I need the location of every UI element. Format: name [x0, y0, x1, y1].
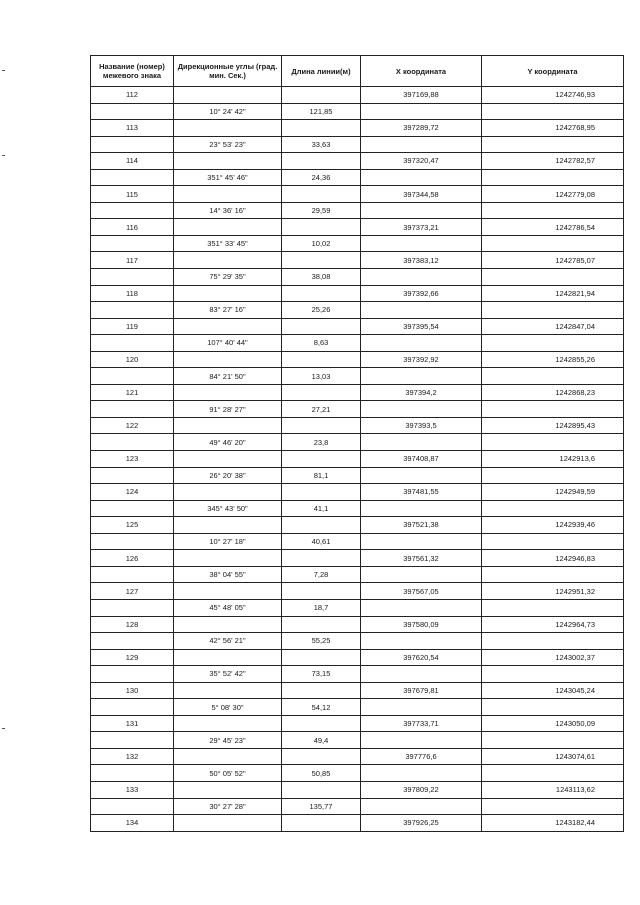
point-row [91, 219, 624, 236]
direction-angle: 5° 08' 30" [174, 699, 282, 716]
line-length: 29,59 [282, 202, 361, 219]
y-coordinate: 1243074,61 [482, 748, 624, 765]
empty-cell [91, 368, 174, 385]
direction-angle: 351° 45' 46" [174, 169, 282, 186]
y-coordinate: 1243050,09 [482, 715, 624, 732]
point-name: 120 [91, 351, 174, 368]
point-row [91, 550, 624, 567]
segment-row [91, 666, 624, 683]
empty-cell [174, 351, 282, 368]
empty-cell [174, 616, 282, 633]
y-coordinate: 1242855,26 [482, 351, 624, 368]
y-coordinate: 1243113,62 [482, 781, 624, 798]
point-row [91, 417, 624, 434]
empty-cell [174, 186, 282, 203]
empty-cell [174, 583, 282, 600]
x-coordinate: 397169,88 [361, 87, 482, 104]
empty-cell [482, 235, 624, 252]
line-length: 10,02 [282, 235, 361, 252]
empty-cell [282, 616, 361, 633]
empty-cell [174, 219, 282, 236]
empty-cell [361, 765, 482, 782]
y-coordinate: 1242949,59 [482, 484, 624, 501]
y-coordinate: 1242746,93 [482, 87, 624, 104]
segment-row [91, 500, 624, 517]
header-point-name: Название (номер) межевого знака [91, 56, 174, 87]
empty-cell [282, 384, 361, 401]
empty-cell [282, 120, 361, 137]
direction-angle: 83° 27' 16" [174, 302, 282, 319]
y-coordinate: 1242913,6 [482, 451, 624, 468]
direction-angle: 35° 52' 42" [174, 666, 282, 683]
empty-cell [482, 136, 624, 153]
segment-row [91, 368, 624, 385]
point-row [91, 715, 624, 732]
x-coordinate: 397393,5 [361, 417, 482, 434]
empty-cell [282, 484, 361, 501]
point-row [91, 583, 624, 600]
empty-cell [282, 252, 361, 269]
empty-cell [482, 169, 624, 186]
empty-cell [361, 335, 482, 352]
point-name: 124 [91, 484, 174, 501]
empty-cell [482, 202, 624, 219]
empty-cell [282, 87, 361, 104]
empty-cell [361, 699, 482, 716]
line-length: 121,85 [282, 103, 361, 120]
empty-cell [174, 484, 282, 501]
empty-cell [282, 781, 361, 798]
point-row [91, 87, 624, 104]
empty-cell [482, 467, 624, 484]
point-row [91, 285, 624, 302]
header-direction-angle: Дирекционные углы (град. мин. Сек.) [174, 56, 282, 87]
x-coordinate: 397383,12 [361, 252, 482, 269]
point-name: 126 [91, 550, 174, 567]
point-row [91, 153, 624, 170]
segment-row [91, 302, 624, 319]
point-name: 114 [91, 153, 174, 170]
direction-angle: 26° 20' 38" [174, 467, 282, 484]
y-coordinate: 1243045,24 [482, 682, 624, 699]
direction-angle: 351° 33' 45" [174, 235, 282, 252]
point-row [91, 186, 624, 203]
empty-cell [361, 798, 482, 815]
point-name: 134 [91, 815, 174, 832]
segment-row [91, 732, 624, 749]
direction-angle: 50° 05' 52" [174, 765, 282, 782]
empty-cell [482, 368, 624, 385]
point-name: 133 [91, 781, 174, 798]
x-coordinate: 397567,05 [361, 583, 482, 600]
table-header-row [91, 56, 624, 87]
empty-cell [482, 732, 624, 749]
margin-mark [2, 70, 5, 71]
point-row [91, 649, 624, 666]
empty-cell [174, 384, 282, 401]
direction-angle: 84° 21' 50" [174, 368, 282, 385]
empty-cell [91, 633, 174, 650]
point-name: 130 [91, 682, 174, 699]
empty-cell [361, 500, 482, 517]
empty-cell [282, 417, 361, 434]
segment-row [91, 599, 624, 616]
header-x-coordinate: X координата [361, 56, 482, 87]
empty-cell [482, 401, 624, 418]
empty-cell [282, 682, 361, 699]
empty-cell [361, 732, 482, 749]
line-length: 33,63 [282, 136, 361, 153]
empty-cell [91, 269, 174, 286]
empty-cell [91, 467, 174, 484]
empty-cell [174, 517, 282, 534]
line-length: 135,77 [282, 798, 361, 815]
header-line-length: Длина линии(м) [282, 56, 361, 87]
empty-cell [282, 318, 361, 335]
empty-cell [174, 649, 282, 666]
point-name: 112 [91, 87, 174, 104]
x-coordinate: 397580,09 [361, 616, 482, 633]
point-name: 119 [91, 318, 174, 335]
empty-cell [91, 699, 174, 716]
point-name: 121 [91, 384, 174, 401]
x-coordinate: 397521,38 [361, 517, 482, 534]
empty-cell [91, 732, 174, 749]
point-name: 117 [91, 252, 174, 269]
y-coordinate: 1242768,95 [482, 120, 624, 137]
point-row [91, 484, 624, 501]
segment-row [91, 103, 624, 120]
segment-row [91, 434, 624, 451]
empty-cell [282, 748, 361, 765]
line-length: 24,36 [282, 169, 361, 186]
empty-cell [91, 599, 174, 616]
segment-row [91, 235, 624, 252]
empty-cell [174, 87, 282, 104]
empty-cell [174, 748, 282, 765]
y-coordinate: 1242939,46 [482, 517, 624, 534]
empty-cell [361, 434, 482, 451]
empty-cell [282, 649, 361, 666]
x-coordinate: 397620,54 [361, 649, 482, 666]
empty-cell [91, 566, 174, 583]
empty-cell [361, 368, 482, 385]
empty-cell [361, 533, 482, 550]
empty-cell [482, 599, 624, 616]
point-name: 115 [91, 186, 174, 203]
point-row [91, 384, 624, 401]
y-coordinate: 1243002,37 [482, 649, 624, 666]
line-length: 7,28 [282, 566, 361, 583]
empty-cell [91, 235, 174, 252]
empty-cell [482, 500, 624, 517]
empty-cell [91, 202, 174, 219]
x-coordinate: 397481,55 [361, 484, 482, 501]
empty-cell [91, 136, 174, 153]
segment-row [91, 533, 624, 550]
empty-cell [361, 599, 482, 616]
segment-row [91, 169, 624, 186]
table-body [91, 87, 624, 832]
empty-cell [282, 517, 361, 534]
x-coordinate: 397344,58 [361, 186, 482, 203]
direction-angle: 10° 27' 18" [174, 533, 282, 550]
line-length: 38,08 [282, 269, 361, 286]
empty-cell [91, 169, 174, 186]
point-name: 113 [91, 120, 174, 137]
point-row [91, 781, 624, 798]
point-row [91, 451, 624, 468]
empty-cell [174, 285, 282, 302]
x-coordinate: 397679,81 [361, 682, 482, 699]
empty-cell [361, 103, 482, 120]
empty-cell [482, 699, 624, 716]
empty-cell [91, 765, 174, 782]
empty-cell [361, 235, 482, 252]
x-coordinate: 397392,66 [361, 285, 482, 302]
empty-cell [282, 583, 361, 600]
y-coordinate: 1242946,83 [482, 550, 624, 567]
y-coordinate: 1242782,57 [482, 153, 624, 170]
empty-cell [91, 500, 174, 517]
empty-cell [482, 103, 624, 120]
empty-cell [282, 351, 361, 368]
x-coordinate: 397776,6 [361, 748, 482, 765]
empty-cell [91, 533, 174, 550]
line-length: 41,1 [282, 500, 361, 517]
direction-angle: 14° 36' 16" [174, 202, 282, 219]
segment-row [91, 566, 624, 583]
point-row [91, 351, 624, 368]
direction-angle: 42° 56' 21" [174, 633, 282, 650]
direction-angle: 29° 45' 23" [174, 732, 282, 749]
direction-angle: 107° 40' 44" [174, 335, 282, 352]
point-name: 131 [91, 715, 174, 732]
empty-cell [282, 285, 361, 302]
line-length: 81,1 [282, 467, 361, 484]
direction-angle: 38° 04' 55" [174, 566, 282, 583]
empty-cell [174, 781, 282, 798]
direction-angle: 91° 28' 27" [174, 401, 282, 418]
empty-cell [282, 451, 361, 468]
point-row [91, 815, 624, 832]
segment-row [91, 467, 624, 484]
empty-cell [91, 798, 174, 815]
empty-cell [282, 219, 361, 236]
empty-cell [91, 434, 174, 451]
x-coordinate: 397408,87 [361, 451, 482, 468]
direction-angle: 345° 43' 50" [174, 500, 282, 517]
point-row [91, 318, 624, 335]
point-row [91, 748, 624, 765]
empty-cell [174, 715, 282, 732]
x-coordinate: 397926,25 [361, 815, 482, 832]
point-name: 129 [91, 649, 174, 666]
y-coordinate: 1242964,73 [482, 616, 624, 633]
x-coordinate: 397733,71 [361, 715, 482, 732]
x-coordinate: 397809,22 [361, 781, 482, 798]
point-name: 132 [91, 748, 174, 765]
empty-cell [482, 633, 624, 650]
empty-cell [174, 815, 282, 832]
empty-cell [282, 186, 361, 203]
boundary-coordinates-table [90, 55, 624, 832]
empty-cell [361, 566, 482, 583]
empty-cell [174, 682, 282, 699]
line-length: 40,61 [282, 533, 361, 550]
direction-angle: 75° 29' 35" [174, 269, 282, 286]
line-length: 8,63 [282, 335, 361, 352]
empty-cell [174, 153, 282, 170]
empty-cell [91, 302, 174, 319]
segment-row [91, 633, 624, 650]
point-name: 122 [91, 417, 174, 434]
empty-cell [91, 103, 174, 120]
segment-row [91, 136, 624, 153]
direction-angle: 49° 46' 20" [174, 434, 282, 451]
empty-cell [174, 451, 282, 468]
empty-cell [282, 153, 361, 170]
segment-row [91, 335, 624, 352]
line-length: 23,8 [282, 434, 361, 451]
empty-cell [91, 401, 174, 418]
point-row [91, 517, 624, 534]
y-coordinate: 1242868,23 [482, 384, 624, 401]
point-name: 127 [91, 583, 174, 600]
point-row [91, 616, 624, 633]
x-coordinate: 397392,92 [361, 351, 482, 368]
empty-cell [282, 815, 361, 832]
segment-row [91, 202, 624, 219]
y-coordinate: 1243182,44 [482, 815, 624, 832]
y-coordinate: 1242786,54 [482, 219, 624, 236]
empty-cell [91, 335, 174, 352]
y-coordinate: 1242847,04 [482, 318, 624, 335]
x-coordinate: 397320,47 [361, 153, 482, 170]
empty-cell [174, 120, 282, 137]
x-coordinate: 397395,54 [361, 318, 482, 335]
empty-cell [361, 136, 482, 153]
empty-cell [482, 434, 624, 451]
point-name: 123 [91, 451, 174, 468]
empty-cell [361, 666, 482, 683]
empty-cell [482, 666, 624, 683]
empty-cell [174, 550, 282, 567]
empty-cell [482, 269, 624, 286]
point-row [91, 120, 624, 137]
line-length: 13,03 [282, 368, 361, 385]
empty-cell [482, 566, 624, 583]
empty-cell [282, 715, 361, 732]
empty-cell [174, 417, 282, 434]
y-coordinate: 1242951,32 [482, 583, 624, 600]
empty-cell [361, 467, 482, 484]
y-coordinate: 1242779,08 [482, 186, 624, 203]
empty-cell [482, 798, 624, 815]
margin-mark [2, 728, 5, 729]
empty-cell [361, 202, 482, 219]
line-length: 25,26 [282, 302, 361, 319]
x-coordinate: 397394,2 [361, 384, 482, 401]
empty-cell [482, 302, 624, 319]
empty-cell [482, 533, 624, 550]
point-row [91, 682, 624, 699]
point-row [91, 252, 624, 269]
segment-row [91, 699, 624, 716]
line-length: 54,12 [282, 699, 361, 716]
direction-angle: 30° 27' 28" [174, 798, 282, 815]
empty-cell [482, 335, 624, 352]
line-length: 55,25 [282, 633, 361, 650]
empty-cell [282, 550, 361, 567]
y-coordinate: 1242785,07 [482, 252, 624, 269]
empty-cell [91, 666, 174, 683]
direction-angle: 45° 48' 05" [174, 599, 282, 616]
line-length: 27,21 [282, 401, 361, 418]
point-name: 125 [91, 517, 174, 534]
point-name: 128 [91, 616, 174, 633]
segment-row [91, 765, 624, 782]
empty-cell [361, 401, 482, 418]
margin-mark [2, 155, 5, 156]
point-name: 116 [91, 219, 174, 236]
empty-cell [361, 633, 482, 650]
header-y-coordinate: Y координата [482, 56, 624, 87]
empty-cell [361, 269, 482, 286]
line-length: 49,4 [282, 732, 361, 749]
empty-cell [482, 765, 624, 782]
line-length: 18,7 [282, 599, 361, 616]
line-length: 73,15 [282, 666, 361, 683]
x-coordinate: 397373,21 [361, 219, 482, 236]
direction-angle: 23° 53' 23" [174, 136, 282, 153]
point-name: 118 [91, 285, 174, 302]
y-coordinate: 1242821,94 [482, 285, 624, 302]
empty-cell [174, 252, 282, 269]
segment-row [91, 401, 624, 418]
x-coordinate: 397289,72 [361, 120, 482, 137]
x-coordinate: 397561,32 [361, 550, 482, 567]
empty-cell [361, 169, 482, 186]
direction-angle: 10° 24' 42" [174, 103, 282, 120]
empty-cell [361, 302, 482, 319]
empty-cell [174, 318, 282, 335]
y-coordinate: 1242895,43 [482, 417, 624, 434]
line-length: 50,85 [282, 765, 361, 782]
segment-row [91, 269, 624, 286]
segment-row [91, 798, 624, 815]
